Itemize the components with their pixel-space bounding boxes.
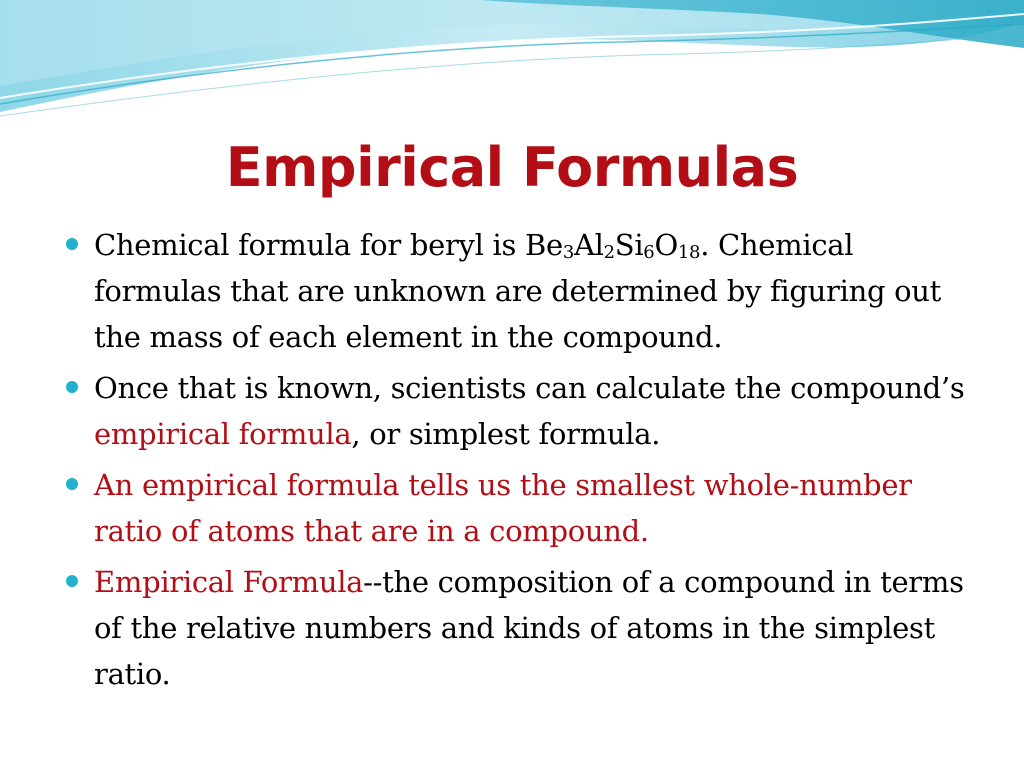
element-al: Al: [573, 228, 604, 262]
subscript-al: 2: [603, 242, 615, 264]
calculate-after-text: , or simplest formula.: [351, 417, 661, 451]
beryl-rest-text: . Chemical formulas that are unknown are determined by figuring out the mass of each element in the compound.: [94, 228, 942, 354]
bullet-dot-icon: [66, 381, 78, 393]
empirical-formula-highlight: empirical formula: [94, 417, 352, 451]
header-wave-decoration: [0, 0, 1024, 120]
bullet-dot-icon: [66, 478, 78, 490]
definition-text: --the composition of a compound in terms of the relative numbers and kinds of atoms in the simplest ratio.: [94, 565, 964, 691]
element-o: O: [654, 228, 678, 262]
calculate-before-text: Once that is known, scientists can calculate the compound’s: [94, 371, 965, 405]
bullet-item-definition: [64, 559, 974, 697]
subscript-si: 6: [643, 242, 655, 264]
subscript-be: 3: [562, 242, 574, 264]
element-si: Si: [614, 228, 644, 262]
bullet-item-beryl-formula: [64, 222, 974, 360]
bullet-list: [64, 222, 974, 702]
definition-term: Empirical Formula: [94, 565, 364, 599]
beryl-intro-text: Chemical formula for beryl is Be: [94, 228, 563, 262]
ratio-text: An empirical formula tells us the smallest whole-number ratio of atoms that are in a compound.: [94, 468, 912, 548]
bullet-dot-icon: [66, 575, 78, 587]
bullet-item-calculate: [64, 365, 974, 457]
subscript-o: 18: [677, 242, 701, 264]
slide-title: Empirical Formulas: [225, 136, 799, 199]
bullet-dot-icon: [66, 238, 78, 250]
bullet-item-ratio: [64, 462, 974, 554]
